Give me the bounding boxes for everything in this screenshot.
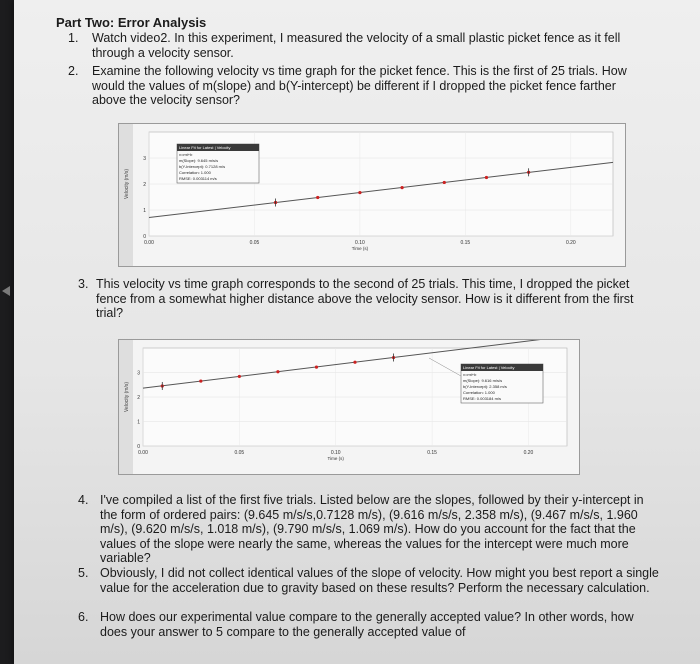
x-tick-label: 0.15 xyxy=(427,450,437,456)
fit-legend-line: b(Y-Intercept): 2.358 m/s xyxy=(463,384,507,389)
x-tick-label: 0.15 xyxy=(460,240,471,246)
data-point xyxy=(199,379,202,382)
y-tick-label: 3 xyxy=(143,156,146,162)
item-number: 6. xyxy=(78,610,89,624)
fit-legend-line: Correlation: 1.000 xyxy=(179,170,211,175)
x-tick-label: 0.20 xyxy=(565,240,576,246)
x-tick-label: 0.20 xyxy=(523,450,534,456)
fit-legend-line: RMSE: 0.003184 m/s xyxy=(463,396,502,401)
question-text: How does our experimental value compare to the generally accepted value? In other words, how does your answer to 5 compare to the generally accepted value of xyxy=(100,610,634,639)
graph-1-svg xyxy=(119,124,625,266)
x-axis-label: Time (s) xyxy=(327,456,344,461)
data-point xyxy=(358,191,361,194)
velocity-time-graph-2 xyxy=(118,339,580,475)
y-tick-label: 1 xyxy=(143,208,146,214)
data-point xyxy=(443,181,446,184)
y-tick-label: 3 xyxy=(137,370,140,377)
y-tick-label: 0 xyxy=(143,234,146,240)
data-point xyxy=(400,186,403,189)
x-tick-label: 0.05 xyxy=(249,240,260,246)
x-tick-label: 0.10 xyxy=(330,450,341,456)
question-text: I've compiled a list of the first five trials. Listed below are the slopes, followed by their y-intercept in the form of ordered pairs: (9.645 m/s/s,0.7128 m/s), (9.616 m/s/s, 2.358 m/s), (9.467 m/s/s, 1.960 m/s), (9.620 m/s/s, 1.018 m/s), (9.790 m/s/s, 1.069 m/s). How do you account for the fact that the values of the slope were nearly the same, whereas the values for the intercept were much more variable? xyxy=(100,493,644,565)
fit-legend-line: b(Y-Intercept): 0.7128 m/s xyxy=(179,164,226,169)
y-axis-label: Velocity (m/s) xyxy=(124,168,130,200)
x-tick-label: 0.00 xyxy=(144,240,154,246)
graph-2-svg xyxy=(119,340,579,474)
fit-legend-line: m(Slope): 9.616 m/s/s xyxy=(463,378,503,383)
x-tick-label: 0.00 xyxy=(138,450,148,456)
fit-legend-line: m(Slope): 9.645 m/s/s xyxy=(179,158,219,163)
left-arrow-icon xyxy=(2,286,10,296)
y-tick-label: 2 xyxy=(143,182,146,188)
item-number: 4. xyxy=(78,493,89,507)
fit-legend-line: Correlation: 1.000 xyxy=(463,390,495,395)
y-tick-label: 1 xyxy=(137,419,140,426)
data-point xyxy=(276,370,279,373)
item-number: 2. xyxy=(68,64,79,78)
y-tick-label: 2 xyxy=(137,395,140,401)
data-point xyxy=(353,361,356,364)
data-point xyxy=(485,176,488,179)
question-text: Watch video2. In this experiment, I measured the velocity of a small plastic picket fence as it fell through a velocity sensor. xyxy=(92,31,621,60)
fit-legend-line: RMSE: 0.003114 m/s xyxy=(179,176,217,181)
data-point xyxy=(315,366,318,369)
fit-legend-title: Linear Fit for Latest | Velocity xyxy=(463,365,515,370)
x-axis-label: Time (s) xyxy=(351,246,369,251)
y-tick-label: 0 xyxy=(137,444,140,450)
x-tick-label: 0.10 xyxy=(355,240,365,246)
question-text: This velocity vs time graph corresponds to the second of 25 trials. This time, I dropped the picket fence from a somewhat higher distance above the velocity sensor. How is it different from the first trial? xyxy=(96,277,634,320)
fit-legend-line: v=mt+b xyxy=(179,152,193,157)
fit-legend-line: v=mt+b xyxy=(463,372,477,377)
data-point xyxy=(316,196,319,199)
item-number: 5. xyxy=(78,566,89,580)
question-text: Examine the following velocity vs time graph for the picket fence. This is the first of 25 trials. How would the values of m(slope) and b(Y-intercept) be different if I dropped the picket fence farther above the velocity sensor? xyxy=(92,64,627,107)
data-point xyxy=(238,375,241,378)
question-text: Obviously, I did not collect identical values of the slope of velocity. How might you best report a single value for the acceleration due to gravity based on these results? Perform the necessary calculation. xyxy=(100,566,659,595)
section-heading: Part Two: Error Analysis xyxy=(56,15,207,30)
velocity-time-graph-1 xyxy=(118,123,626,267)
item-number: 3. xyxy=(78,277,89,291)
fit-legend-title: Linear Fit for Latest | Velocity xyxy=(179,145,231,150)
y-axis-label: Velocity (m/s) xyxy=(124,381,130,413)
item-number: 1. xyxy=(68,31,79,45)
x-tick-label: 0.05 xyxy=(234,450,245,456)
